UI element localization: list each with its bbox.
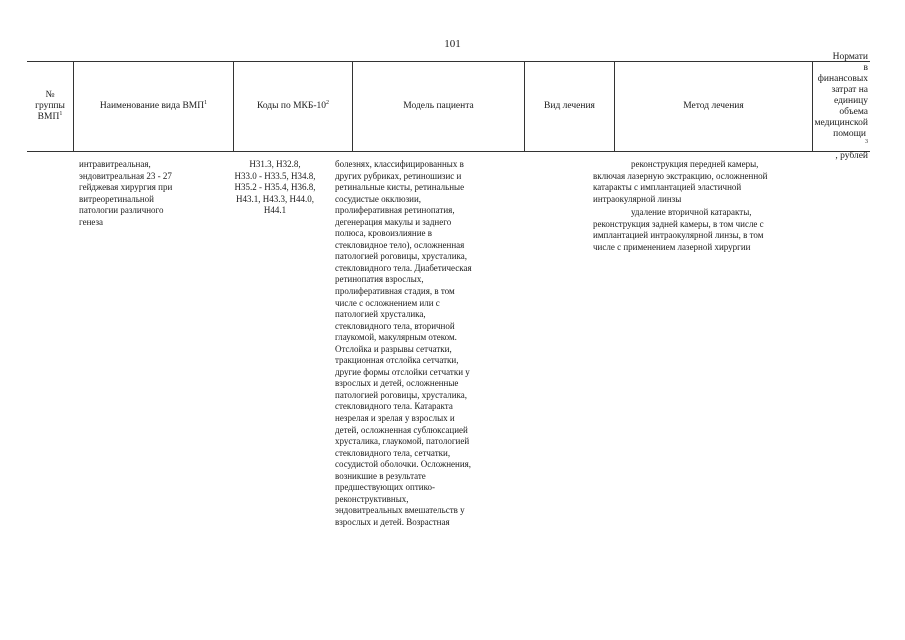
text-line: ретинальные кисты, ретинальные bbox=[335, 182, 465, 193]
text-line: стекловидного тела, вторичной bbox=[335, 320, 455, 331]
header-group-line: группы bbox=[35, 101, 65, 111]
header-icd-codes bbox=[234, 62, 353, 151]
text-line: H35.2 - H35.4, H36.8, bbox=[234, 182, 316, 193]
header-label: Модель пациента bbox=[403, 101, 474, 111]
text-line: эндовитреальная 23 - 27 bbox=[79, 170, 172, 181]
text-line: дегенерация макулы и заднего bbox=[335, 216, 452, 227]
method-paragraph: реконструкция передней камеры, включая лазерную экстракцию, осложненной катаракты с имплантацией эластичной интраокулярной линзы bbox=[593, 159, 768, 204]
footnote-mark: 3 bbox=[865, 138, 868, 145]
footnote-mark: 2 bbox=[326, 99, 330, 106]
text-line: сосудистой оболочки. Осложнения, bbox=[335, 459, 472, 470]
header-patient-model bbox=[353, 62, 525, 151]
cell-icd-codes bbox=[223, 159, 327, 217]
text-line: числе с осложнением или с bbox=[335, 297, 440, 308]
table-row bbox=[27, 152, 870, 582]
header-cost-norm bbox=[813, 51, 870, 161]
text-line: стекловидного тела. Диабетическая bbox=[335, 262, 472, 273]
text-line: генеза bbox=[79, 216, 104, 227]
header-treatment-type bbox=[525, 62, 615, 151]
text-line: H43.1, H43.3, H44.0, bbox=[236, 193, 314, 204]
text-line: незрелая и зрелая у взрослых и bbox=[335, 413, 455, 424]
cell-treatment-method bbox=[593, 159, 783, 253]
text-line: другие формы отслойки сетчатки у bbox=[335, 366, 470, 377]
text-line: витреоретинальной bbox=[79, 193, 154, 204]
header-label: Метод лечения bbox=[683, 101, 744, 111]
text-line: других рубриках, ретиношизис и bbox=[335, 170, 462, 181]
header-cost-line: помощи bbox=[833, 128, 866, 139]
text-line: реконструктивных, bbox=[335, 493, 409, 504]
text-line: пролиферативная стадия, в том bbox=[335, 286, 455, 297]
text-line: взрослых и детей. Возрастная bbox=[335, 516, 450, 527]
text-line: тракционная отслойка сетчатки, bbox=[335, 355, 459, 366]
text-line: предшествующих оптико- bbox=[335, 482, 435, 493]
cell-vmp-name bbox=[79, 159, 199, 228]
header-vmp-name bbox=[74, 62, 234, 151]
footnote-mark: 1 bbox=[204, 99, 208, 106]
header-group-line: ВМП bbox=[37, 112, 60, 122]
header-label: Коды по МКБ-10 bbox=[256, 101, 327, 111]
text-line: гейджевая хирургия при bbox=[79, 182, 173, 193]
header-cost-line: в финансовых bbox=[817, 62, 868, 84]
text-line: эндовитреальных вмешательств у bbox=[335, 505, 465, 516]
text-line: H33.0 - H33.5, H34.8, bbox=[234, 170, 316, 181]
text-line: стекловидное тело), осложненная bbox=[335, 239, 465, 250]
text-line: патологией роговицы, хрусталика, bbox=[335, 389, 468, 400]
method-paragraph: удаление вторичной катаракты, реконструкция задней камеры, в том числе с имплантацией интраокулярной линзы, в том числе с применением лазерной хирургии bbox=[593, 207, 764, 252]
text-line: стекловидного тела, сетчатки, bbox=[335, 447, 451, 458]
text-line: патологии различного bbox=[79, 205, 164, 216]
text-line: H44.1 bbox=[263, 205, 287, 216]
header-cost-line: затрат на bbox=[831, 84, 868, 95]
text-line: стекловидного тела. Катаракта bbox=[335, 401, 453, 412]
text-line: взрослых и детей, осложненные bbox=[335, 378, 459, 389]
text-line: сосудистые окклюзии, bbox=[335, 193, 422, 204]
text-line: полюса, кровоизлияние в bbox=[335, 228, 433, 239]
header-group-number bbox=[27, 62, 74, 151]
text-line: Отслойка и разрывы сетчатки, bbox=[335, 343, 452, 354]
cell-patient-model bbox=[335, 159, 507, 529]
text-line: H31.3, H32.8, bbox=[249, 159, 301, 169]
text-line: возникшие в результате bbox=[335, 470, 426, 481]
table-header bbox=[27, 51, 870, 161]
header-treatment-method bbox=[615, 62, 813, 151]
header-cost-line: медицинской bbox=[814, 117, 868, 128]
vmp-table bbox=[27, 51, 870, 582]
text-line: болезнях, классифицированных в bbox=[335, 159, 464, 169]
text-line: глаукомой, макулярным отеком. bbox=[335, 332, 457, 343]
text-line: ретинопатия взрослых, bbox=[335, 274, 424, 285]
header-cost-line: , рублей bbox=[835, 150, 868, 161]
text-line: патологией роговицы, хрусталика, bbox=[335, 251, 468, 262]
text-line: интравитреальная, bbox=[79, 159, 151, 169]
header-label: Вид лечения bbox=[544, 101, 595, 111]
header-cost-line: единицу объема bbox=[833, 95, 868, 117]
text-line: патологией хрусталика, bbox=[335, 309, 426, 320]
text-line: хрусталика, глаукомой, патологией bbox=[335, 436, 470, 447]
header-cost-line: Нормати bbox=[832, 51, 868, 62]
header-group-line: № bbox=[45, 90, 55, 100]
page-number: 101 bbox=[444, 38, 461, 50]
header-label: Наименование вида ВМП bbox=[99, 101, 205, 111]
footnote-mark: 1 bbox=[59, 110, 63, 117]
text-line: пролиферативная ретинопатия, bbox=[335, 205, 455, 216]
text-line: детей, осложненная сублюксацией bbox=[335, 424, 468, 435]
